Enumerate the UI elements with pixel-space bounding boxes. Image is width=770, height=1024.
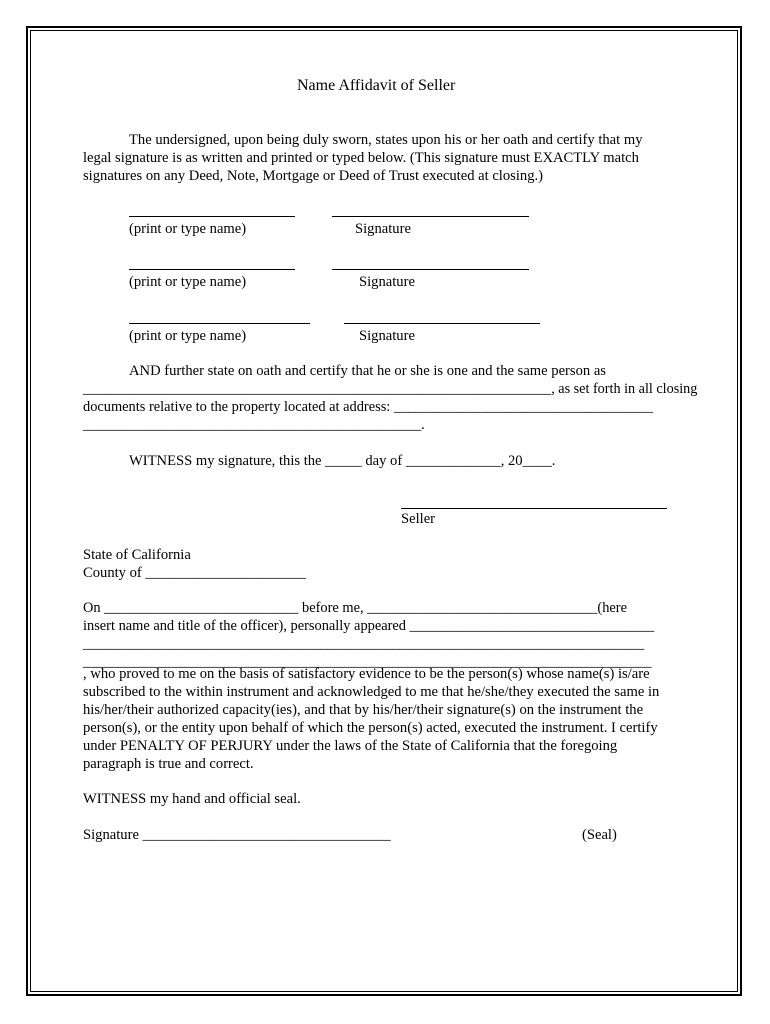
- print-name-line-1[interactable]: [129, 216, 295, 217]
- notary-line-7: his/her/their authorized capacity(ies), and that by his/her/their signature(s) on the instrument the: [83, 702, 644, 718]
- further-statement-line-2[interactable]: __________________________________________________________________, as set forth in all closing: [83, 381, 698, 397]
- print-name-line-3[interactable]: [129, 323, 310, 324]
- print-name-label-1: (print or type name): [129, 221, 247, 237]
- witness-signature-line[interactable]: WITNESS my signature, this the _____ day of _____________, 20____.: [129, 453, 556, 469]
- signature-line-3[interactable]: [344, 323, 540, 324]
- final-signature-line[interactable]: Signature __________________________________: [83, 827, 391, 843]
- notary-line-2[interactable]: insert name and title of the officer), personally appeared __________________________________: [83, 618, 655, 634]
- further-statement-line-3[interactable]: documents relative to the property located at address: ____________________________________: [83, 399, 653, 415]
- intro-line-3: signatures on any Deed, Note, Mortgage or Deed of Trust executed at closing.): [83, 168, 543, 184]
- intro-line-2: legal signature is as written and printed or typed below. (This signature must EXACTLY match: [83, 150, 639, 166]
- notary-line-4[interactable]: _______________________________________________________________________________: [83, 654, 652, 670]
- print-name-label-2: (print or type name): [129, 274, 247, 290]
- seller-label: Seller: [401, 511, 436, 527]
- notary-line-8: person(s), or the entity upon behalf of which the person(s) acted, executed the instrument. I certify: [83, 720, 658, 736]
- notary-line-5: , who proved to me on the basis of satisfactory evidence to be the person(s) whose name(s) is/are: [83, 666, 650, 682]
- notary-line-9: under PENALTY OF PERJURY under the laws of the State of California that the foregoing: [83, 738, 618, 754]
- signature-line-2[interactable]: [332, 269, 529, 270]
- signature-label-2: Signature: [359, 274, 415, 290]
- notary-line-10: paragraph is true and correct.: [83, 756, 254, 772]
- signature-label-1: Signature: [355, 221, 411, 237]
- notary-line-3[interactable]: ______________________________________________________________________________: [83, 636, 645, 652]
- county-line[interactable]: County of ______________________: [83, 565, 306, 581]
- print-name-label-3: (print or type name): [129, 328, 247, 344]
- seal-label: (Seal): [582, 827, 617, 843]
- witness-seal-line: WITNESS my hand and official seal.: [83, 791, 301, 807]
- document-title: Name Affidavit of Seller: [297, 77, 456, 94]
- further-statement-line-4[interactable]: _______________________________________________.: [83, 417, 425, 433]
- notary-line-6: subscribed to the within instrument and acknowledged to me that he/she/they executed the same in: [83, 684, 660, 700]
- further-statement-line-1: AND further state on oath and certify that he or she is one and the same person as: [129, 363, 606, 379]
- seller-signature-line[interactable]: [401, 508, 667, 509]
- print-name-line-2[interactable]: [129, 269, 295, 270]
- signature-line-1[interactable]: [332, 216, 529, 217]
- notary-line-1[interactable]: On ___________________________ before me, ________________________________(here: [83, 600, 627, 616]
- intro-line-1: The undersigned, upon being duly sworn, states upon his or her oath and certify that my: [129, 132, 643, 148]
- state-line: State of California: [83, 547, 191, 563]
- signature-label-3: Signature: [359, 328, 415, 344]
